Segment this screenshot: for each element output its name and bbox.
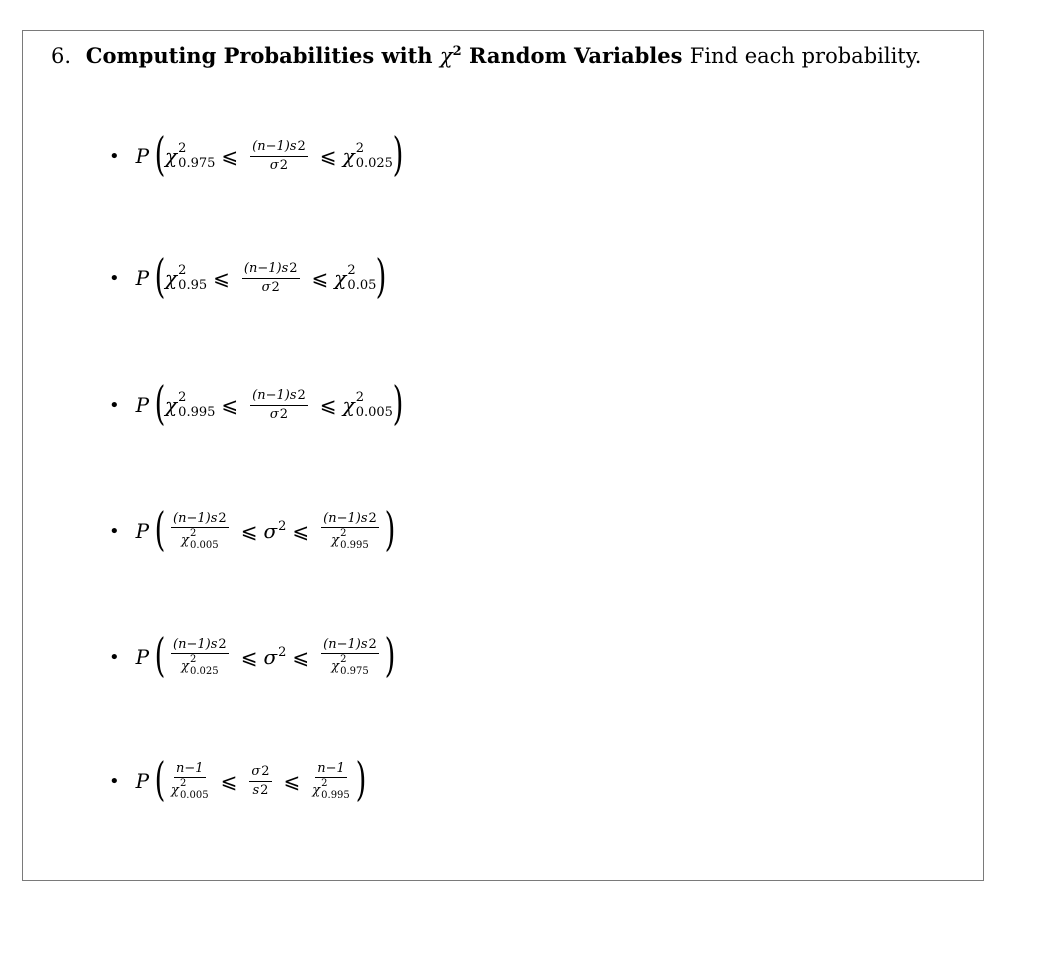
left-paren: ( [154, 249, 166, 303]
list-item [109, 248, 386, 308]
superscript: 2 [178, 140, 187, 156]
chi-squared-term [331, 529, 369, 551]
right-paren: ) [375, 249, 387, 303]
chi-symbol: χ [342, 393, 355, 417]
right-paren: ) [384, 502, 396, 556]
numerator [171, 637, 229, 655]
fraction [321, 511, 379, 552]
sigma-squared [251, 764, 269, 780]
chi-scripts [178, 391, 215, 419]
base: (n−1)s [243, 260, 289, 276]
superscript: 2 [321, 778, 328, 790]
exponent: 2 [218, 636, 227, 652]
left-paren: ( [154, 376, 166, 430]
subscript: 0.975 [178, 155, 216, 171]
chi-squared-term [171, 779, 209, 801]
leq-symbol: ⩽ [240, 519, 258, 543]
chi-scripts [190, 655, 219, 677]
problem-instruction: Find each probability. [689, 44, 922, 68]
superscript: 2 [179, 778, 187, 790]
probability-symbol: P [135, 266, 150, 290]
probability-symbol: P [135, 769, 150, 793]
denominator [252, 782, 268, 799]
fraction [321, 637, 379, 678]
superscript: 2 [347, 262, 356, 278]
superscript: 2 [340, 528, 347, 540]
chi-squared-term [312, 779, 350, 801]
chi-symbol: χ [331, 658, 340, 674]
fraction [312, 761, 350, 802]
numerator-text [323, 511, 377, 527]
list-item [109, 375, 403, 435]
chi-symbol: χ [165, 266, 178, 290]
left-paren: ( [154, 752, 166, 806]
fraction [250, 388, 308, 422]
sigma-squared [263, 645, 286, 669]
subscript: 0.025 [355, 155, 393, 171]
probability-symbol: P [135, 519, 150, 543]
subscript: 0.025 [189, 665, 219, 677]
numerator [321, 511, 379, 529]
superscript: 2 [189, 528, 197, 540]
numerator-text: n−1 [317, 760, 345, 776]
exponent: 2 [279, 157, 289, 173]
problem-title: Computing Probabilities with $\chi^2$ Random Variables [85, 43, 683, 68]
exponent: 2 [297, 138, 306, 154]
subscript: 0.05 [347, 277, 377, 293]
superscript: 2 [189, 654, 197, 666]
base: s [252, 782, 260, 798]
exponent: 2 [260, 782, 269, 798]
base: (n−1)s [173, 636, 218, 652]
numerator [242, 261, 300, 279]
subscript: 0.005 [179, 789, 209, 801]
chi-scripts [321, 779, 350, 801]
right-paren: ) [392, 127, 404, 181]
chi-scripts [347, 264, 376, 292]
chi-symbol: χ [334, 266, 347, 290]
sigma-squared [262, 280, 280, 296]
leq-symbol: ⩽ [292, 645, 310, 669]
denominator [312, 778, 350, 801]
exponent: 2 [271, 279, 280, 295]
leq-symbol: ⩽ [221, 393, 239, 417]
base: (n−1)s [252, 387, 297, 403]
leq-symbol: ⩽ [283, 769, 301, 793]
leq-symbol: ⩽ [220, 769, 238, 793]
right-paren: ) [355, 752, 367, 806]
bullet: • [109, 267, 120, 289]
leq-symbol: ⩽ [292, 519, 310, 543]
superscript: 2 [178, 262, 187, 278]
chi-scripts [178, 142, 215, 170]
base: σ [263, 645, 278, 669]
subscript: 0.95 [178, 277, 208, 293]
chi-scripts [178, 264, 207, 292]
chi-symbol: χ [342, 144, 355, 168]
right-paren: ) [392, 376, 404, 430]
base: (n−1)s [252, 138, 297, 154]
superscript: 2 [355, 389, 364, 405]
subscript: 0.005 [355, 404, 393, 420]
numerator-text [323, 637, 377, 653]
exponent: 2 [368, 636, 377, 652]
fraction [249, 764, 271, 798]
s-squared [252, 783, 268, 799]
superscript: 2 [355, 140, 364, 156]
superscript: 2 [340, 654, 347, 666]
leq-symbol: ⩽ [213, 266, 230, 290]
numerator [174, 761, 206, 779]
chi-squared-term [181, 529, 219, 551]
subscript: 0.995 [340, 539, 369, 551]
sigma-squared [270, 407, 288, 423]
numerator [171, 511, 229, 529]
chi-scripts [356, 142, 393, 170]
exponent: 2 [297, 387, 306, 403]
numerator-text: n−1 [176, 760, 204, 776]
chi-squared-term [165, 391, 215, 419]
base: σ [251, 763, 261, 779]
list-item [109, 126, 403, 186]
leq-symbol: ⩽ [221, 144, 239, 168]
subscript: 0.005 [189, 539, 219, 551]
numerator-text [173, 511, 227, 527]
denominator [331, 528, 369, 551]
chi-scripts [340, 655, 369, 677]
list-item [109, 501, 395, 561]
numerator [315, 761, 347, 779]
exponent: 2 [279, 406, 289, 422]
probability-symbol: P [135, 144, 150, 168]
chi-scripts [340, 529, 369, 551]
chi-squared-term [165, 264, 207, 292]
leq-symbol: ⩽ [311, 266, 329, 290]
leq-symbol: ⩽ [319, 393, 337, 417]
numerator-text [252, 388, 306, 404]
chi-symbol: χ [181, 532, 189, 548]
fraction [250, 139, 308, 173]
base: (n−1)s [173, 510, 218, 526]
fraction [171, 637, 229, 678]
superscript: 2 [178, 389, 187, 405]
fraction [242, 261, 300, 295]
chi-symbol: χ [331, 532, 340, 548]
exponent: 2 [278, 645, 287, 660]
exponent: 2 [261, 763, 270, 779]
denominator [331, 654, 369, 677]
sigma-squared [263, 519, 286, 543]
probability-symbol: P [135, 645, 150, 669]
denominator [171, 778, 209, 801]
bullet: • [109, 145, 120, 167]
chi-symbol: χ [312, 782, 321, 798]
chi-symbol: χ [171, 782, 179, 798]
bullet: • [109, 520, 120, 542]
chi-squared-term [165, 142, 215, 170]
chi-squared-term [334, 264, 376, 292]
left-paren: ( [154, 628, 166, 682]
leq-symbol: ⩽ [319, 144, 337, 168]
sigma-squared [270, 158, 288, 174]
list-item [109, 627, 395, 687]
base: σ [263, 519, 278, 543]
chi-squared-term [181, 655, 219, 677]
fraction [171, 511, 229, 552]
probability-symbol: P [135, 393, 150, 417]
numerator-text [244, 261, 298, 277]
left-paren: ( [154, 127, 166, 181]
chi-squared-term [343, 391, 393, 419]
numerator [249, 764, 271, 782]
subscript: 0.975 [340, 665, 369, 677]
chi-squared-term [343, 142, 393, 170]
numerator [250, 139, 308, 157]
denominator [181, 654, 219, 677]
problem-box [22, 30, 984, 881]
base: (n−1)s [323, 510, 368, 526]
exponent: 2 [289, 260, 298, 276]
denominator [262, 279, 280, 296]
denominator [270, 157, 288, 174]
denominator [181, 528, 219, 551]
chi-symbol: χ [181, 658, 189, 674]
base: σ [261, 279, 271, 295]
subscript: 0.995 [321, 789, 350, 801]
exponent: 2 [368, 510, 377, 526]
list-item [109, 751, 366, 811]
chi-scripts [180, 779, 209, 801]
numerator-text [173, 637, 227, 653]
base: σ [269, 157, 279, 173]
numerator-text [252, 139, 306, 155]
fraction [171, 761, 209, 802]
base: (n−1)s [323, 636, 368, 652]
chi-scripts [190, 529, 219, 551]
problem-header [51, 43, 921, 68]
numerator [321, 637, 379, 655]
chi-symbol: χ [165, 144, 178, 168]
right-paren: ) [384, 628, 396, 682]
bullet: • [109, 646, 120, 668]
subscript: 0.995 [178, 404, 216, 420]
leq-symbol: ⩽ [240, 645, 258, 669]
exponent: 2 [278, 519, 287, 534]
numerator [250, 388, 308, 406]
chi-scripts [356, 391, 393, 419]
bullet: • [109, 770, 120, 792]
chi-symbol: χ [165, 393, 178, 417]
chi-squared-term [331, 655, 369, 677]
exponent: 2 [218, 510, 227, 526]
problem-number: 6. [51, 44, 72, 68]
left-paren: ( [154, 502, 166, 556]
base: σ [269, 406, 279, 422]
bullet: • [109, 394, 120, 416]
denominator [270, 406, 288, 423]
